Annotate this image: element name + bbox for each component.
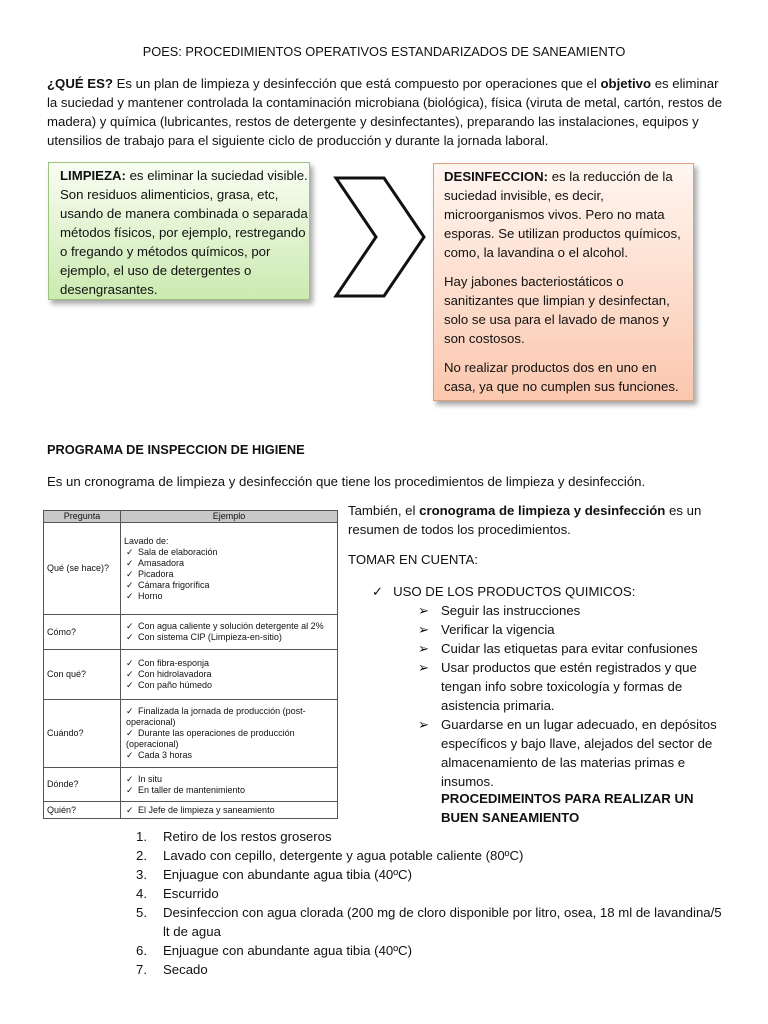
- arrow-bullet-icon: ➢: [418, 622, 430, 637]
- table-row: [44, 615, 338, 650]
- intro-bold-word: objetivo: [600, 76, 652, 91]
- table-row: [44, 523, 338, 615]
- procedure-step: [136, 884, 726, 903]
- limpieza-text: es eliminar la suciedad visible. Son residuos alimenticios, grasa, etc, usando de manera combinada o separada métodos físicos, por ejemplo, restregando o fregando y métodos químicos, por ejemplo, el uso de detergentes o desengrasantes.: [60, 168, 308, 297]
- table-question-cell: Dónde?: [44, 768, 121, 802]
- table-header-pregunta: Pregunta: [44, 511, 121, 523]
- table-question-cell: Quién?: [44, 802, 121, 819]
- table-example-item-text: Finalizada la jornada de producción (post-operacional): [126, 706, 306, 727]
- table-example-intro: Lavado de:: [124, 535, 169, 546]
- procedure-step: [136, 903, 726, 941]
- uso-sub-item-text: Usar productos que estén registrados y que tengan info sobre toxicología y formas de asistencia primaria.: [441, 660, 697, 713]
- uso-productos-label: USO DE LOS PRODUCTOS QUIMICOS:: [393, 584, 636, 599]
- chevron-arrow-icon: [332, 176, 428, 298]
- step-text: Retiro de los restos groseros: [163, 829, 332, 844]
- table-example-cell: [121, 802, 338, 819]
- check-icon: ✓: [126, 706, 134, 716]
- table-example-cell: [121, 768, 338, 802]
- table-example-item-text: Con fibra-esponja: [138, 658, 210, 668]
- table-row: [44, 650, 338, 700]
- table-example-item-text: Horno: [138, 590, 163, 601]
- step-text: Enjuague con abundante agua tibia (40ºC): [163, 867, 412, 882]
- check-icon: ✓: [126, 632, 134, 642]
- table-body: [44, 523, 338, 819]
- desinfeccion-label: DESINFECCION:: [444, 169, 549, 184]
- step-text: Secado: [163, 962, 208, 977]
- step-number: 3.: [136, 867, 147, 882]
- procedure-step: [136, 827, 726, 846]
- limpieza-box: [48, 162, 310, 300]
- procedure-steps: [136, 827, 726, 979]
- intro-paragraph: [47, 74, 727, 150]
- table-question-cell: Cuándo?: [44, 700, 121, 768]
- table-example-item-text: Con hidrolavadora: [138, 669, 212, 679]
- tambien-paragraph: [348, 501, 728, 539]
- table-example-item: [126, 558, 334, 569]
- intro-label: ¿QUÉ ES?: [47, 76, 113, 91]
- tomar-en-cuenta: TOMAR EN CUENTA:: [348, 552, 478, 567]
- table-example-item: [126, 569, 334, 580]
- document-title: POES: PROCEDIMIENTOS OPERATIVOS ESTANDARIZADOS DE SANEAMIENTO: [142, 44, 626, 59]
- step-text: Lavado con cepillo, detergente y agua potable caliente (80ºC): [163, 848, 524, 863]
- check-icon: ✓: [126, 680, 134, 690]
- procedures-heading: PROCEDIMEINTOS PARA REALIZAR UN BUEN SANEAMIENTO: [441, 791, 694, 825]
- intro-text-1: Es un plan de limpieza y desinfección que está compuesto por operaciones que el: [112, 76, 601, 91]
- table-question-cell: Cómo?: [44, 615, 121, 650]
- check-icon: ✓: [126, 658, 134, 668]
- check-icon: ✓: [126, 568, 134, 579]
- desinfeccion-box: [433, 163, 694, 401]
- table-example-item: [126, 547, 334, 558]
- step-number: 7.: [136, 962, 147, 977]
- table-example-item: [126, 706, 334, 728]
- program-heading: PROGRAMA DE INSPECCION DE HIGIENE: [47, 442, 305, 457]
- check-icon: ✓: [126, 784, 134, 795]
- uso-sub-item-text: Cuidar las etiquetas para evitar confusiones: [441, 641, 698, 656]
- table-question-cell: Con qué?: [44, 650, 121, 700]
- program-description: Es un cronograma de limpieza y desinfección que tiene los procedimientos de limpieza y desinfección.: [47, 474, 646, 489]
- uso-sub-item: [418, 639, 718, 658]
- arrow-bullet-icon: ➢: [418, 603, 430, 618]
- check-icon: ✓: [126, 773, 134, 784]
- table-example-item-text: Amasadora: [138, 557, 185, 568]
- table-example-item: [126, 728, 334, 750]
- tambien-pre: También, el: [348, 503, 420, 518]
- table-example-item: [126, 785, 334, 796]
- table-row: [44, 700, 338, 768]
- table-example-item: [126, 774, 334, 785]
- tambien-bold: cronograma de limpieza y desinfección: [419, 503, 666, 518]
- table-example-item: [126, 680, 334, 691]
- check-icon: ✓: [126, 590, 134, 601]
- step-text: Escurrido: [163, 886, 219, 901]
- table-example-item-text: En taller de mantenimiento: [138, 784, 246, 795]
- uso-sub-item: [418, 715, 718, 791]
- step-text: Enjuague con abundante agua tibia (40ºC): [163, 943, 412, 958]
- check-icon: ✓: [126, 728, 134, 738]
- table-header-ejemplo: Ejemplo: [121, 511, 338, 523]
- procedure-step: [136, 865, 726, 884]
- table-example-item-text: Con sistema CIP (Limpieza-en-sitio): [138, 632, 282, 642]
- table-example-item-text: Con agua caliente y solución detergente al 2%: [138, 621, 324, 631]
- check-icon: ✓: [126, 750, 134, 760]
- table-example-item-text: Cámara frigorífica: [138, 579, 210, 590]
- procedure-step: [136, 960, 726, 979]
- table-example-item: [126, 632, 334, 643]
- uso-sub-list: [418, 601, 718, 791]
- arrow-bullet-icon: ➢: [418, 717, 430, 732]
- check-icon: ✓: [126, 804, 134, 815]
- table-example-cell: [121, 523, 338, 615]
- table-example-item: [126, 580, 334, 591]
- check-icon: ✓: [126, 621, 134, 631]
- uso-sub-item-text: Guardarse en un lugar adecuado, en depósitos específicos y bajo llave, alejados del sector de almacenamiento de las materias primas e insumos.: [441, 717, 717, 789]
- desinfeccion-p2: Hay jabones bacteriostáticos o sanitizantes que limpian y desinfectan, solo se usa para el lavado de manos y son costosos.: [444, 274, 670, 346]
- table-question-cell: Qué (se hace)?: [44, 523, 121, 615]
- check-icon: ✓: [126, 546, 134, 557]
- check-icon: ✓: [372, 584, 384, 599]
- table-example-cell: [121, 650, 338, 700]
- step-number: 2.: [136, 848, 147, 863]
- check-icon: ✓: [126, 579, 134, 590]
- check-icon: ✓: [126, 669, 134, 679]
- table-example-cell: [121, 700, 338, 768]
- arrow-bullet-icon: ➢: [418, 660, 430, 675]
- step-number: 5.: [136, 905, 147, 920]
- uso-sub-item: [418, 658, 718, 715]
- table-example-item-text: Durante las operaciones de producción (operacional): [126, 728, 295, 749]
- step-number: 1.: [136, 829, 147, 844]
- table-example-item: [126, 591, 334, 602]
- uso-sub-item: [418, 620, 718, 639]
- table-example-item: [126, 750, 334, 761]
- step-number: 6.: [136, 943, 147, 958]
- table-example-item-text: Cada 3 horas: [138, 750, 193, 760]
- table-example-item-text: Picadora: [138, 568, 174, 579]
- uso-sub-item-text: Verificar la vigencia: [441, 622, 555, 637]
- table-row: [44, 768, 338, 802]
- uso-productos-item: [372, 582, 635, 601]
- check-icon: ✓: [126, 557, 134, 568]
- table-example-item: [126, 669, 334, 680]
- tambien-post: es un resumen de todos los procedimientos.: [348, 503, 702, 537]
- table-example-item: [126, 658, 334, 669]
- intro-text-2: es eliminar la suciedad y mantener controlada la contaminación microbiana (biológica), física (viruta de metal, cartón, restos de madera) y química (lubricantes, restos de detergente y desinfectantes), preparando las instalaciones, equipos y utensilios de trabajo para el siguiente ciclo de producción y durante la jornada laboral.: [47, 76, 723, 148]
- step-text: Desinfeccion con agua clorada (200 mg de cloro disponible por litro, osea, 18 ml de lavandina/5 lt de agua: [163, 905, 722, 939]
- table-example-item: [126, 621, 334, 632]
- uso-sub-item-text: Seguir las instrucciones: [441, 603, 581, 618]
- step-number: 4.: [136, 886, 147, 901]
- desinfeccion-p3: No realizar productos dos en uno en casa, ya que no cumplen sus funciones.: [444, 360, 679, 394]
- arrow-bullet-icon: ➢: [418, 641, 430, 656]
- table-example-item-text: El Jefe de limpieza y saneamiento: [138, 804, 275, 815]
- procedure-step: [136, 846, 726, 865]
- table-example-item-text: In situ: [138, 773, 163, 784]
- inspection-table: [43, 510, 338, 819]
- table-example-item-text: Con paño húmedo: [138, 680, 213, 690]
- table-example-item-text: Sala de elaboración: [138, 546, 218, 557]
- uso-sub-item: [418, 601, 718, 620]
- desinfeccion-text: es la reducción de la suciedad invisible, es decir, microorganismos vivos. Pero no mata esporas. Se utilizan productos químicos, como, la lavandina o el alcohol.: [444, 169, 681, 260]
- table-row: [44, 802, 338, 819]
- desinfeccion-p1: [444, 167, 689, 262]
- procedure-step: [136, 941, 726, 960]
- table-example-cell: [121, 615, 338, 650]
- table-example-item: [126, 805, 334, 816]
- limpieza-label: LIMPIEZA:: [60, 168, 126, 183]
